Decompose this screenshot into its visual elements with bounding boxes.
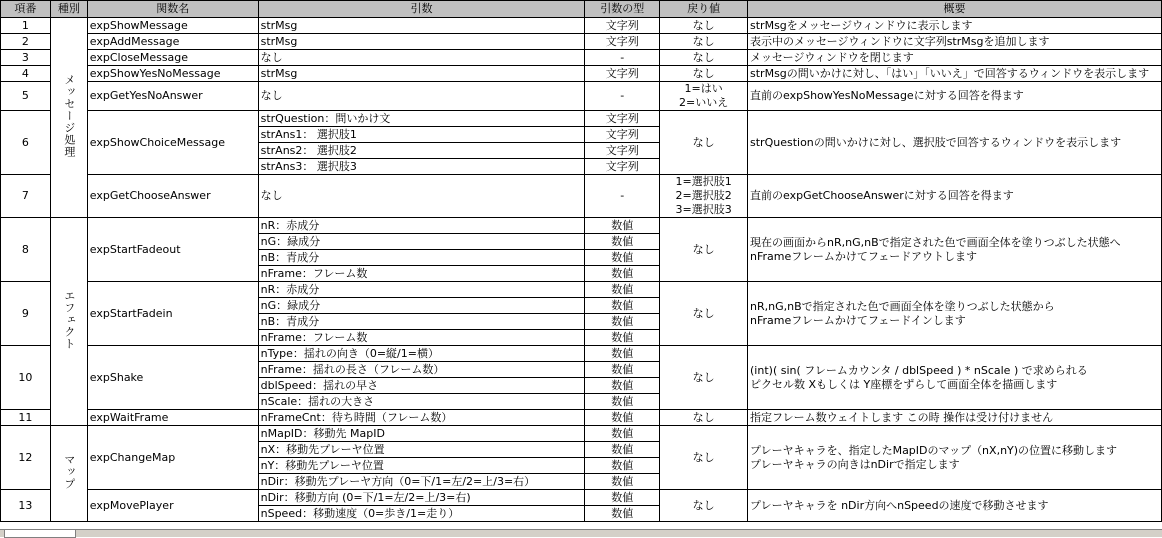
summary-cell[interactable] — [748, 34, 1162, 50]
argument-text: strMsg — [260, 18, 298, 32]
summary-line: strMsgの問いかけに対し、「はい」「いいえ」で回答するウィンドウを表示します — [750, 66, 1150, 80]
function-name-cell[interactable] — [87, 18, 258, 34]
return-value-cell[interactable] — [660, 50, 748, 66]
return-value-line: なし — [692, 66, 715, 80]
argument-type-cell[interactable] — [585, 175, 660, 218]
return-value-cell[interactable] — [660, 218, 748, 282]
argument-type-cell[interactable] — [585, 111, 660, 127]
function-name: expAddMessage — [89, 34, 180, 48]
argument-text: nFrame：揺れの長さ（フレーム数） — [260, 362, 445, 376]
table-row — [1, 111, 1162, 127]
return-value-cell[interactable] — [660, 34, 748, 50]
argument-type-text: 数値 — [611, 490, 634, 504]
argument-cell[interactable] — [258, 159, 585, 175]
argument-type-cell[interactable] — [585, 330, 660, 346]
table-row — [1, 218, 1162, 234]
summary-cell[interactable] — [748, 410, 1162, 426]
row-number[interactable] — [1, 50, 51, 66]
row-number[interactable] — [1, 218, 51, 282]
return-value-line: なし — [692, 410, 715, 424]
return-value-line: 2=いいえ — [678, 96, 729, 109]
argument-type-text: 数値 — [611, 234, 634, 248]
function-name: expGetYesNoAnswer — [89, 89, 203, 102]
argument-cell[interactable] — [258, 127, 585, 143]
argument-text: nG：緑成分 — [260, 234, 321, 248]
function-name-cell[interactable] — [87, 426, 258, 490]
argument-text: nScale：揺れの大きさ — [260, 394, 375, 408]
sheet-tab[interactable] — [4, 530, 76, 538]
row-number[interactable] — [1, 66, 51, 82]
return-value-line: なし — [692, 50, 715, 64]
argument-cell[interactable] — [258, 314, 585, 330]
argument-type-text: 数値 — [611, 330, 634, 344]
argument-type-text: 文字列 — [605, 111, 639, 125]
summary-cell[interactable] — [748, 175, 1162, 218]
header-return-value[interactable]: 戻り値 — [660, 1, 748, 18]
argument-cell[interactable] — [258, 111, 585, 127]
argument-cell[interactable] — [258, 143, 585, 159]
summary-line: 直前のexpShowYesNoMessageに対する回答を得ます — [750, 89, 1024, 102]
argument-cell[interactable] — [258, 378, 585, 394]
argument-text: なし — [260, 189, 283, 202]
argument-type-cell[interactable] — [585, 458, 660, 474]
argument-type-text: 数値 — [611, 298, 634, 312]
function-name-cell[interactable] — [87, 218, 258, 282]
category-cell[interactable] — [50, 218, 87, 426]
argument-type-text: 文字列 — [605, 18, 639, 32]
argument-text: nFrameCnt：待ち時間（フレーム数） — [260, 410, 453, 424]
summary-cell[interactable] — [748, 82, 1162, 111]
argument-type-text: - — [620, 189, 625, 202]
argument-type-cell[interactable] — [585, 234, 660, 250]
argument-cell[interactable] — [258, 82, 585, 111]
return-value-cell[interactable] — [660, 426, 748, 490]
argument-cell[interactable] — [258, 298, 585, 314]
argument-type-cell[interactable] — [585, 159, 660, 175]
table-row — [1, 426, 1162, 442]
summary-cell[interactable] — [748, 18, 1162, 34]
argument-type-cell[interactable] — [585, 18, 660, 34]
argument-type-cell[interactable] — [585, 362, 660, 378]
argument-cell[interactable] — [258, 506, 585, 522]
row-number[interactable] — [1, 490, 51, 522]
argument-text: strMsg — [260, 34, 298, 48]
function-name: expGetChooseAnswer — [89, 189, 211, 202]
argument-cell[interactable] — [258, 218, 585, 234]
argument-type-cell[interactable] — [585, 410, 660, 426]
summary-cell[interactable] — [748, 66, 1162, 82]
table-row — [1, 490, 1162, 506]
function-name: expCloseMessage — [89, 50, 189, 64]
row-number-text: 12 — [18, 450, 33, 464]
argument-type-text: 数値 — [611, 426, 634, 440]
argument-type-text: 数値 — [611, 506, 634, 520]
return-value-line: なし — [692, 242, 715, 256]
argument-text: nR：赤成分 — [260, 282, 320, 296]
argument-cell[interactable] — [258, 234, 585, 250]
header-arguments[interactable]: 引数 — [258, 1, 585, 18]
argument-type-cell[interactable] — [585, 143, 660, 159]
return-value-line: なし — [692, 450, 715, 464]
argument-type-cell[interactable] — [585, 506, 660, 522]
argument-type-cell[interactable] — [585, 282, 660, 298]
argument-cell[interactable] — [258, 362, 585, 378]
argument-type-text: 文字列 — [605, 66, 639, 80]
row-number-text: 4 — [21, 66, 29, 80]
argument-cell[interactable] — [258, 346, 585, 362]
return-value-cell[interactable] — [660, 66, 748, 82]
function-name: expMovePlayer — [89, 498, 174, 512]
summary-line: プレーヤキャラを nDir方向へnSpeedの速度で移動させます — [750, 498, 1049, 512]
row-number-text: 5 — [21, 89, 29, 102]
return-value-line: 1=はい — [684, 82, 723, 95]
argument-text: nFrame：フレーム数 — [260, 266, 368, 280]
argument-text: nY：移動先プレーヤ位置 — [260, 458, 384, 472]
category-cell[interactable] — [50, 18, 87, 218]
return-value-line: なし — [692, 34, 715, 48]
table-row — [1, 66, 1162, 82]
argument-type-cell[interactable] — [585, 66, 660, 82]
argument-type-cell[interactable] — [585, 250, 660, 266]
argument-text: なし — [260, 50, 283, 64]
function-name: expStartFadeout — [89, 242, 181, 256]
argument-type-text: 数値 — [611, 266, 634, 280]
function-name-cell[interactable] — [87, 490, 258, 522]
argument-type-text: 数値 — [611, 362, 634, 376]
row-number-text: 2 — [21, 34, 29, 48]
argument-type-text: 数値 — [611, 442, 634, 456]
category-cell[interactable] — [50, 426, 87, 522]
summary-line: メッセージウィンドウを閉じます — [750, 50, 914, 64]
row-number-text: 13 — [18, 498, 33, 512]
argument-cell[interactable] — [258, 50, 585, 66]
argument-text: strQuestion：問いかけ文 — [260, 111, 391, 125]
argument-text: nMapID：移動先 MapID — [260, 426, 385, 440]
argument-type-text: 数値 — [611, 410, 634, 424]
argument-type-text: 文字列 — [605, 127, 639, 141]
return-value-line: 1=選択肢1 — [675, 175, 732, 188]
function-name-cell[interactable] — [87, 282, 258, 346]
argument-type-cell[interactable] — [585, 82, 660, 111]
argument-type-text: 数値 — [611, 282, 634, 296]
argument-type-cell[interactable] — [585, 442, 660, 458]
return-value-cell[interactable] — [660, 346, 748, 410]
argument-text: nR：赤成分 — [260, 218, 320, 232]
argument-cell[interactable] — [258, 66, 585, 82]
summary-line: ピクセル数 Xもしくは Y座標をずらして画面全体を描画します — [750, 377, 1058, 391]
row-number-text: 11 — [18, 410, 33, 424]
argument-cell[interactable] — [258, 330, 585, 346]
return-value-line: 3=選択肢3 — [675, 203, 732, 216]
row-number-text: 10 — [18, 370, 33, 384]
argument-type-text: 数値 — [611, 346, 634, 360]
summary-line: 直前のexpGetChooseAnswerに対する回答を得ます — [750, 189, 1014, 202]
table-row — [1, 410, 1162, 426]
argument-type-text: 文字列 — [605, 143, 639, 157]
argument-type-text: 数値 — [611, 394, 634, 408]
table-row — [1, 282, 1162, 298]
function-name: expShake — [89, 370, 144, 384]
table-row — [1, 50, 1162, 66]
function-name: expShowMessage — [89, 18, 188, 32]
argument-type-cell[interactable] — [585, 314, 660, 330]
row-number-text: 7 — [21, 189, 29, 202]
function-name: expChangeMap — [89, 450, 176, 464]
argument-text: strAns2： 選択肢2 — [260, 143, 357, 157]
argument-cell[interactable] — [258, 442, 585, 458]
argument-type-cell[interactable] — [585, 127, 660, 143]
summary-line: nFrameフレームかけてフェードインします — [750, 313, 966, 327]
function-name-cell[interactable] — [87, 346, 258, 410]
argument-type-cell[interactable] — [585, 394, 660, 410]
return-value-cell[interactable] — [660, 282, 748, 346]
argument-type-cell[interactable] — [585, 426, 660, 442]
header-function-name[interactable]: 関数名 — [87, 1, 258, 18]
return-value-line: なし — [692, 498, 715, 512]
argument-type-text: 数値 — [611, 458, 634, 472]
argument-cell[interactable] — [258, 18, 585, 34]
category-label: エフェクト — [62, 289, 76, 350]
return-value-cell[interactable] — [660, 82, 748, 111]
argument-text: なし — [260, 89, 283, 102]
argument-text: nB：青成分 — [260, 250, 320, 264]
row-number-text: 9 — [21, 306, 29, 320]
argument-text: nType：揺れの向き（0=縦/1=横） — [260, 346, 439, 360]
argument-cell[interactable] — [258, 266, 585, 282]
table-row — [1, 34, 1162, 50]
summary-cell[interactable] — [748, 282, 1162, 346]
summary-line: nFrameフレームかけてフェードアウトします — [750, 249, 977, 263]
function-name-cell[interactable] — [87, 82, 258, 111]
summary-line: strQuestionの問いかけに対し、選択肢で回答するウィンドウを表示します — [750, 135, 1122, 149]
return-value-line: なし — [692, 370, 715, 384]
summary-line: 指定フレーム数ウェイトします この時 操作は受け付けません — [750, 410, 1054, 424]
row-number-text: 3 — [21, 50, 29, 64]
return-value-line: なし — [692, 306, 715, 320]
argument-text: nG：緑成分 — [260, 298, 321, 312]
summary-cell[interactable] — [748, 218, 1162, 282]
function-name-cell[interactable] — [87, 175, 258, 218]
argument-type-cell[interactable] — [585, 474, 660, 490]
row-number[interactable] — [1, 82, 51, 111]
argument-text: strAns1： 選択肢1 — [260, 127, 357, 141]
row-number[interactable] — [1, 111, 51, 175]
argument-type-cell[interactable] — [585, 34, 660, 50]
argument-cell[interactable] — [258, 282, 585, 298]
row-number[interactable] — [1, 346, 51, 410]
function-name: expShowYesNoMessage — [89, 66, 221, 80]
argument-type-text: 文字列 — [605, 159, 639, 173]
function-name: expWaitFrame — [89, 410, 169, 424]
argument-type-text: 数値 — [611, 474, 634, 488]
argument-text: nFrame：フレーム数 — [260, 330, 368, 344]
function-name: expShowChoiceMessage — [89, 135, 226, 149]
summary-cell[interactable] — [748, 346, 1162, 410]
argument-text: nX：移動先プレーヤ位置 — [260, 442, 385, 456]
argument-cell[interactable] — [258, 250, 585, 266]
argument-cell[interactable] — [258, 394, 585, 410]
return-value-cell[interactable] — [660, 111, 748, 175]
argument-text: dblSpeed：揺れの早さ — [260, 378, 379, 392]
argument-type-text: 数値 — [611, 250, 634, 264]
argument-text: nSpeed：移動速度（0=歩き/1=走り） — [260, 506, 460, 520]
function-name: expStartFadein — [89, 306, 173, 320]
summary-line: strMsgをメッセージウィンドウに表示します — [750, 18, 973, 32]
summary-cell[interactable] — [748, 426, 1162, 490]
row-number[interactable] — [1, 426, 51, 490]
function-name-cell[interactable] — [87, 34, 258, 50]
row-number-text: 1 — [21, 18, 29, 32]
header-summary[interactable]: 概要 — [748, 1, 1162, 18]
category-label: マップ — [62, 453, 76, 490]
argument-type-cell[interactable] — [585, 346, 660, 362]
argument-type-text: 数値 — [611, 378, 634, 392]
argument-text: nB：青成分 — [260, 314, 320, 328]
summary-line: プレーヤキャラの向きはnDirで指定します — [750, 457, 960, 471]
return-value-line: なし — [692, 135, 715, 149]
row-number-text: 6 — [21, 135, 29, 149]
return-value-line: 2=選択肢2 — [675, 189, 732, 202]
return-value-cell[interactable] — [660, 18, 748, 34]
argument-cell[interactable] — [258, 410, 585, 426]
return-value-cell[interactable] — [660, 175, 748, 218]
argument-type-cell[interactable] — [585, 266, 660, 282]
summary-cell[interactable] — [748, 111, 1162, 175]
argument-type-cell[interactable] — [585, 490, 660, 506]
return-value-cell[interactable] — [660, 490, 748, 522]
function-name-cell[interactable] — [87, 66, 258, 82]
function-name-cell[interactable] — [87, 410, 258, 426]
argument-text: nDir：移動方向 (0=下/1=左/2=上/3=右) — [260, 490, 471, 504]
argument-type-cell[interactable] — [585, 378, 660, 394]
row-number[interactable] — [1, 410, 51, 426]
category-label: メッセージ処理 — [62, 73, 76, 158]
header-argument-type[interactable]: 引数の型 — [585, 1, 660, 18]
summary-cell[interactable] — [748, 490, 1162, 522]
summary-line: (int)( sin( フレームカウンタ / dblSpeed ) * nScale ) で求められる — [750, 363, 1088, 377]
summary-line: 表示中のメッセージウィンドウに文字列strMsgを追加します — [750, 34, 1050, 48]
argument-cell[interactable] — [258, 490, 585, 506]
summary-line: プレーヤキャラを、指定したMapIDのマップ（nX,nY)の位置に移動します — [750, 443, 1118, 457]
argument-text: nDir：移動先プレーヤ方向（0=下/1=左/2=上/3=右） — [260, 474, 536, 488]
table-row — [1, 346, 1162, 362]
summary-line: 現在の画面からnR,nG,nBで指定された色で画面全体を塗りつぶした状態へ — [750, 235, 1121, 249]
row-number[interactable] — [1, 282, 51, 346]
argument-cell[interactable] — [258, 426, 585, 442]
table-row — [1, 18, 1162, 34]
header-no[interactable]: 項番 — [1, 1, 51, 18]
argument-type-text: 数値 — [611, 314, 634, 328]
argument-type-cell[interactable] — [585, 218, 660, 234]
summary-cell[interactable] — [748, 50, 1162, 66]
argument-type-text: 文字列 — [605, 34, 639, 48]
argument-cell[interactable] — [258, 175, 585, 218]
header-row — [1, 1, 1162, 18]
argument-type-text: - — [620, 89, 625, 102]
return-value-cell[interactable] — [660, 410, 748, 426]
argument-type-text: - — [620, 50, 625, 64]
summary-line: nR,nG,nBで指定された色で画面全体を塗りつぶした状態から — [750, 299, 1055, 313]
argument-cell[interactable] — [258, 474, 585, 490]
function-name-cell[interactable] — [87, 111, 258, 175]
argument-text: strAns3： 選択肢3 — [260, 159, 357, 173]
function-name-cell[interactable] — [87, 50, 258, 66]
row-number[interactable] — [1, 34, 51, 50]
argument-type-cell[interactable] — [585, 50, 660, 66]
row-number[interactable] — [1, 18, 51, 34]
argument-type-text: 数値 — [611, 218, 634, 232]
argument-text: strMsg — [260, 66, 298, 80]
argument-cell[interactable] — [258, 458, 585, 474]
header-category[interactable]: 種別 — [50, 1, 87, 18]
return-value-line: なし — [692, 18, 715, 32]
row-number[interactable] — [1, 175, 51, 218]
row-number-text: 8 — [21, 242, 29, 256]
argument-cell[interactable] — [258, 34, 585, 50]
argument-type-cell[interactable] — [585, 298, 660, 314]
